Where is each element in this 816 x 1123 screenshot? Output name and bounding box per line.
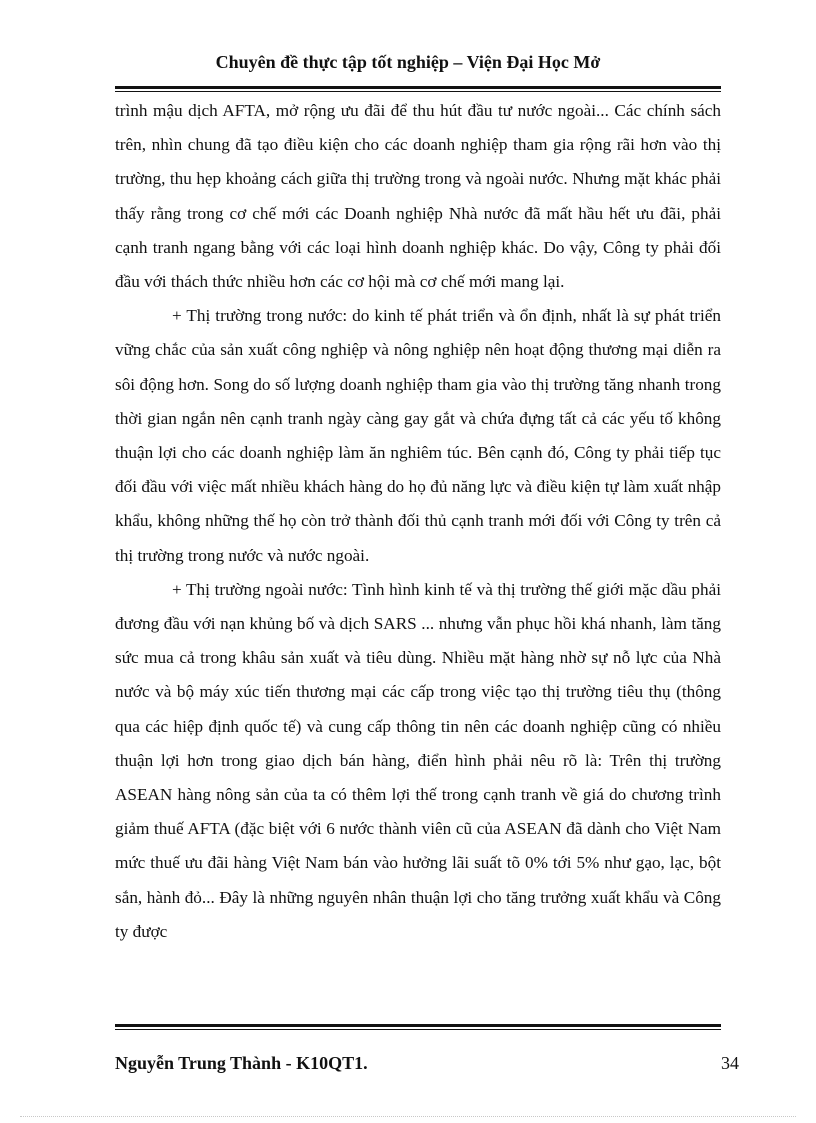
footer-double-rule [115, 1024, 721, 1030]
paragraph-domestic-market: + Thị trường trong nước: do kinh tế phát triển và ổn định, nhất là sự phát triển vững chắc của sản xuất công nghiệp và nông nghiệp nên hoạt động thương mại diễn ra sôi động hơn. Song do số lượng doanh nghiệp tham gia vào thị trường tăng nhanh trong thời gian ngắn nên cạnh tranh ngày càng gay gắt và chứa đựng tất cả các yếu tố không thuận lợi cho các doanh nghiệp làm ăn nghiêm túc. Bên cạnh đó, Công ty phải tiếp tục đối đầu với việc mất nhiều khách hàng do họ đủ năng lực và điều kiện tự làm xuất nhập khẩu, không những thế họ còn trở thành đối thủ cạnh tranh mới đối với Công ty trên cả thị trường trong nước và nước ngoài. [115, 306, 721, 565]
paragraph-continuation: trình mậu dịch AFTA, mở rộng ưu đãi để thu hút đầu tư nước ngoài... Các chính sách trên, nhìn chung đã tạo điều kiện cho các doanh nghiệp tham gia rộng rãi hơn vào thị trường, thu hẹp khoảng cách giữa thị trường trong và ngoài nước. Nhưng mặt khác phải thấy rằng trong cơ chế mới các Doanh nghiệp Nhà nước đã mất hầu hết ưu đãi, phải cạnh tranh ngang bằng với các loại hình doanh nghiệp khác. Do vậy, Công ty phải đối đầu với thách thức nhiều hơn các cơ hội mà cơ chế mới mang lại. [115, 101, 721, 292]
page-edge-divider [20, 1116, 796, 1117]
body-text [115, 94, 721, 949]
footer-author: Nguyễn Trung Thành - K10QT1. [115, 1053, 368, 1073]
page-number: 34 [721, 1053, 739, 1073]
page-header-title: Chuyên đề thực tập tốt nghiệp – Viện Đại Học Mở [215, 52, 601, 72]
header-double-rule [115, 86, 721, 92]
paragraph-foreign-market: + Thị trường ngoài nước: Tình hình kinh tế và thị trường thế giới mặc dầu phải đương đầu với nạn khủng bố và dịch SARS ... nhưng vẫn phục hồi khá nhanh, làm tăng sức mua cả trong khâu sản xuất và tiêu dùng. Nhiều mặt hàng nhờ sự nỗ lực của Nhà nước và bộ máy xúc tiến thương mại các cấp trong việc tạo thị trường tiêu thụ (thông qua các hiệp định quốc tế) và cung cấp thông tin nên các doanh nghiệp cũng có nhiều thuận lợi hơn trong giao dịch bán hàng, điển hình phải nêu rõ là: Trên thị trường ASEAN hàng nông sản của ta có thêm lợi thế trong cạnh tranh về giá do chương trình giảm thuế AFTA (đặc biệt với 6 nước thành viên cũ của ASEAN đã dành cho Việt Nam mức thuế ưu đãi hàng Việt Nam bán vào hưởng lãi suất tõ 0% tới 5% như gạo, lạc, bột sắn, hành đỏ... Đây là những nguyên nhân thuận lợi cho tăng trưởng xuất khẩu và Công ty được [115, 579, 721, 941]
